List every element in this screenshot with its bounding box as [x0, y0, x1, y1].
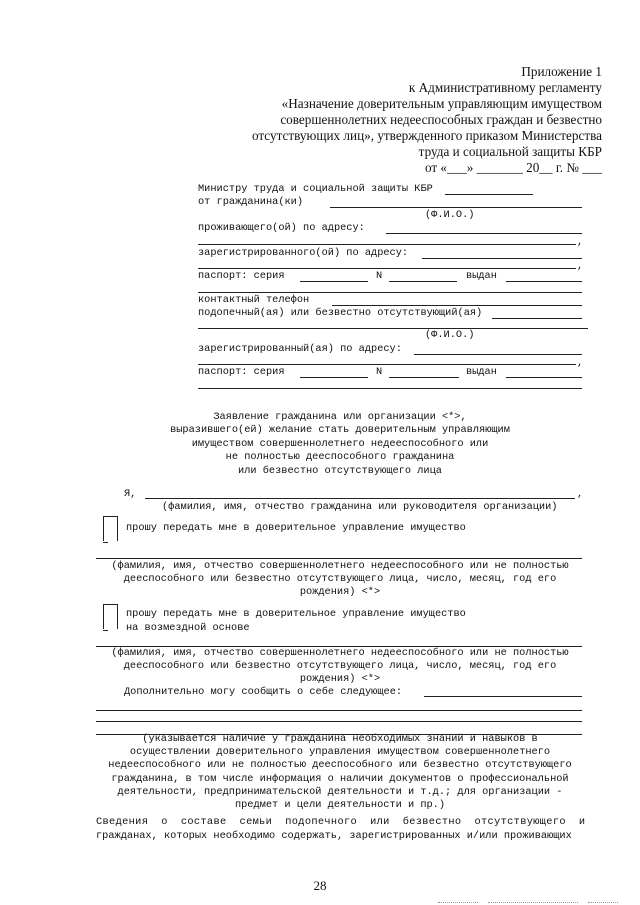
hint-line: недееспособного или не полностью дееспособного или безвестно отсутствующего	[108, 759, 572, 772]
applicant-caption: (фамилия, имя, отчество гражданина или руководителя организации)	[162, 501, 558, 513]
hint-line: гражданина, в том числе информация о наличии документов о профессиональной	[111, 772, 569, 785]
hint-line: предмет и цели деятельности и пр.)	[234, 799, 446, 812]
statement-title-line: Заявление гражданина или организации <*>,	[213, 411, 467, 423]
ward-passport-number-field[interactable]	[389, 377, 459, 378]
appendix-line: совершеннолетних недееспособных граждан и безвестно	[280, 112, 602, 127]
ward-name-field-2[interactable]	[198, 328, 588, 329]
registered-address-field[interactable]	[422, 258, 582, 259]
issued-label: выдан	[466, 270, 497, 282]
option-2-text: на возмездной основе	[126, 622, 250, 634]
option-1-name-field[interactable]	[96, 558, 582, 559]
comma: ,	[577, 236, 584, 248]
ward-issued-label: выдан	[466, 366, 497, 378]
comma: ,	[577, 357, 584, 369]
option-1-caption: рождения) <*>	[299, 586, 381, 598]
ward-fio-caption: (Ф.И.О.)	[425, 329, 475, 341]
appendix-line: отсутствующих лиц», утвержденного приказом Министерства	[251, 128, 602, 143]
option-1-caption: дееспособного или безвестно отсутствующего лица, число, месяц, год его	[123, 573, 557, 585]
ward-registered-field-2[interactable]	[198, 364, 576, 365]
scan-artifact	[488, 902, 578, 903]
issued-by-field[interactable]	[506, 281, 582, 282]
option-1-text: прошу передать мне в доверительное управление имущество	[126, 522, 466, 534]
from-label: от гражданина(ки)	[198, 196, 304, 208]
ward-passport-series-field[interactable]	[300, 377, 368, 378]
option-2-caption: (фамилия, имя, отчество совершеннолетнего недееспособного или не полностью	[111, 647, 569, 659]
registered-address-field-2[interactable]	[198, 268, 576, 269]
applicant-name-field[interactable]	[330, 207, 582, 208]
statement-title	[100, 411, 580, 478]
hint-line: осуществлении доверительного управления имуществом совершеннолетнего	[129, 746, 551, 759]
phone-field[interactable]	[332, 305, 582, 306]
ward-issued-field-2[interactable]	[198, 388, 582, 389]
comma: ,	[577, 260, 584, 272]
option-2-caption: рождения) <*>	[299, 673, 381, 685]
ward-passport-series-label: паспорт: серия	[198, 366, 285, 378]
option-2-caption: дееспособного или безвестно отсутствующего лица, число, месяц, год его	[123, 660, 557, 672]
registered-label: зарегистрированного(ой) по адресу:	[198, 247, 409, 259]
option-2-checkbox[interactable]	[103, 604, 118, 629]
residing-label: проживающего(ой) по адресу:	[198, 222, 365, 234]
appendix-line: «Назначение доверительным управляющим имуществом	[281, 96, 602, 111]
passport-series-label: паспорт: серия	[198, 270, 285, 282]
additional-field[interactable]	[424, 696, 582, 697]
minister-label: Министру труда и социальной защиты КБР	[198, 183, 433, 195]
ward-issued-field[interactable]	[506, 377, 582, 378]
residing-address-field[interactable]	[386, 233, 582, 234]
i-label: Я,	[124, 488, 137, 500]
scan-artifact	[438, 902, 478, 903]
additional-field-2[interactable]	[96, 710, 582, 711]
scan-artifact	[588, 902, 618, 903]
option-1-checkbox[interactable]	[103, 516, 118, 541]
statement-title-line: имуществом совершеннолетнего недееспособного или	[191, 437, 489, 450]
option-2-text: прошу передать мне в доверительное управление имущество	[126, 608, 466, 620]
option-1-caption: (фамилия, имя, отчество совершеннолетнего недееспособного или не полностью	[111, 560, 569, 572]
family-line-1	[96, 816, 602, 829]
ward-label: подопечный(ая) или безвестно отсутствующий(ая)	[198, 307, 483, 319]
ward-passport-number-label: N	[376, 366, 383, 378]
phone-label: контактный телефон	[198, 294, 310, 306]
additional-field-3[interactable]	[96, 721, 582, 722]
ward-name-field[interactable]	[492, 318, 582, 319]
applicant-fullname-field[interactable]	[145, 498, 575, 499]
appendix-line: труда и социальной защиты КБР	[418, 144, 602, 159]
fio-caption: (Ф.И.О.)	[425, 209, 475, 221]
additional-hint	[100, 733, 580, 812]
appendix-line: к Административному регламенту	[408, 80, 602, 95]
passport-number-field[interactable]	[389, 281, 457, 282]
additional-label: Дополнительно могу сообщить о себе следующее:	[124, 686, 403, 698]
family-line-2: гражданах, которых необходимо содержать, зарегистрированных и/или проживающих	[96, 830, 572, 842]
minister-field[interactable]	[445, 194, 533, 195]
appendix-date-number: от «___» _______ 20__ г. № ___	[424, 160, 602, 175]
statement-title-line: не полностью дееспособного гражданина	[225, 451, 455, 464]
hint-line: деятельности, предпринимательской деятельности и т.д.; для организации -	[117, 785, 563, 798]
comma: ,	[577, 488, 584, 500]
page-number: 28	[313, 878, 327, 893]
residing-address-field-2[interactable]	[198, 244, 576, 245]
family-text: Сведения о составе семьи подопечного или безвестно отсутствующего и	[96, 816, 586, 828]
ward-registered-label: зарегистрированный(ая) по адресу:	[198, 343, 402, 355]
passport-series-field[interactable]	[300, 281, 368, 282]
passport-number-label: N	[376, 270, 383, 282]
hint-line: (указывается наличие у гражданина необходимых знаний и навыков в	[142, 733, 538, 745]
issued-by-field-2[interactable]	[198, 292, 582, 293]
ward-registered-field[interactable]	[414, 354, 582, 355]
statement-title-line: выразившего(ей) желание стать доверительным управляющим	[170, 424, 510, 437]
statement-title-line: или безвестно отсутствующего лица	[238, 464, 442, 477]
appendix-title: Приложение 1	[521, 64, 602, 79]
